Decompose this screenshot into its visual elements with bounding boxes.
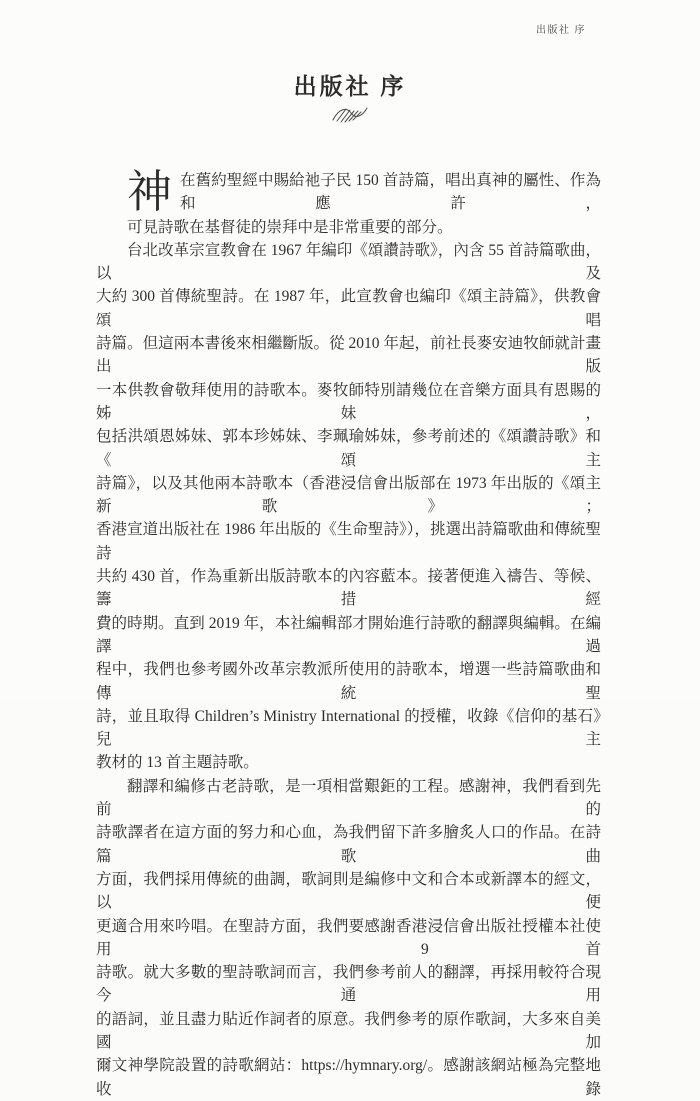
paragraph-lines — [96, 239, 601, 775]
text-line: 爾文神學院設置的詩歌網站：https://hymnary.org/。感謝該網站極為完整地收錄 — [96, 1057, 601, 1098]
text-line: 更適合用來吟唱。在聖詩方面，我們要感謝香港浸信會出版社授權本社使用 9 首 — [96, 917, 601, 958]
drop-cap: 神 — [127, 167, 173, 217]
text-line: 翻譯和編修古老詩歌，是一項相當艱鉅的工程。感謝神，我們看到先前的 — [96, 777, 601, 819]
divider-flourish-icon — [0, 104, 700, 129]
text-line: 共約 430 首，作為重新出版詩歌本的內容藍本。接著便進入禱告、等候、籌措經 — [96, 568, 601, 609]
preface-body — [96, 169, 601, 1101]
text-line: 方面，我們採用傳統的曲調，歌詞則是編修中文和合本或新譯本的經文，以便 — [96, 870, 601, 912]
text-line: 香港宣道出版社在 1986 年出版的《生命聖詩》），挑選出詩篇歌曲和傳統聖詩 — [96, 521, 601, 562]
text-line: 可見詩歌在基督徒的崇拜中是非常重要的部分。 — [127, 218, 453, 236]
running-header: 出版社 序 — [536, 25, 586, 36]
paragraph — [96, 775, 601, 1101]
paragraph-lines — [96, 775, 601, 1101]
text-line: 詩篇。但這兩本書後來相繼斷版。從 2010 年起，前社長麥安迪牧師就計畫出版 — [96, 335, 601, 376]
paragraph-opening — [96, 169, 601, 239]
paragraph — [96, 239, 601, 775]
text-line: 詩歌。就大多數的聖詩歌詞而言，我們參考前人的翻譯，再採用較符合現今通用 — [96, 964, 601, 1005]
text-line: 教材的 13 首主題詩歌。 — [96, 754, 259, 772]
text-line: 詩篇》，以及其他兩本詩歌本（香港浸信會出版部在 1973 年出版的《頌主新歌》； — [96, 474, 601, 516]
text-line: 大約 300 首傳統聖詩。在 1987 年，此宣教會也編印《頌主詩篇》，供教會頌唱 — [96, 288, 601, 329]
text-line: 包括洪頌恩姊妹、郭本珍姊妹、李珮瑜姊妹，參考前述的《頌讚詩歌》和《頌主 — [96, 428, 601, 469]
text-line: 台北改革宗宣教會在 1967 年編印《頌讚詩歌》，內含 55 首詩篇歌曲，以及 — [96, 241, 601, 283]
text-line: 在舊約聖經中賜給祂子民 150 首詩篇，唱出真神的屬性、作為和應許， — [180, 172, 601, 213]
page-title: 出版社 序 — [293, 74, 407, 99]
text-line: 費的時期。直到 2019 年，本社編輯部才開始進行詩歌的翻譯與編輯。在編譯過 — [96, 614, 601, 655]
paragraph-lines — [127, 169, 601, 239]
text-line: 詩，並且取得 Children’s Ministry International 的授權，收錄《信仰的基石》兒主 — [96, 707, 601, 749]
text-line: 程中，我們也參考國外改革宗教派所使用的詩歌本，增選一些詩篇歌曲和傳統聖 — [96, 661, 601, 702]
text-line: 的語詞，並且盡力貼近作詞者的原意。我們參考的原作歌詞，大多來自美國加 — [96, 1010, 601, 1051]
text-line: 詩歌譯者在這方面的努力和心血，為我們留下許多膾炙人口的作品。在詩篇歌曲 — [96, 824, 601, 865]
text-line: 一本供教會敬拜使用的詩歌本。麥牧師特別請幾位在音樂方面具有恩賜的姊妹， — [96, 381, 601, 422]
